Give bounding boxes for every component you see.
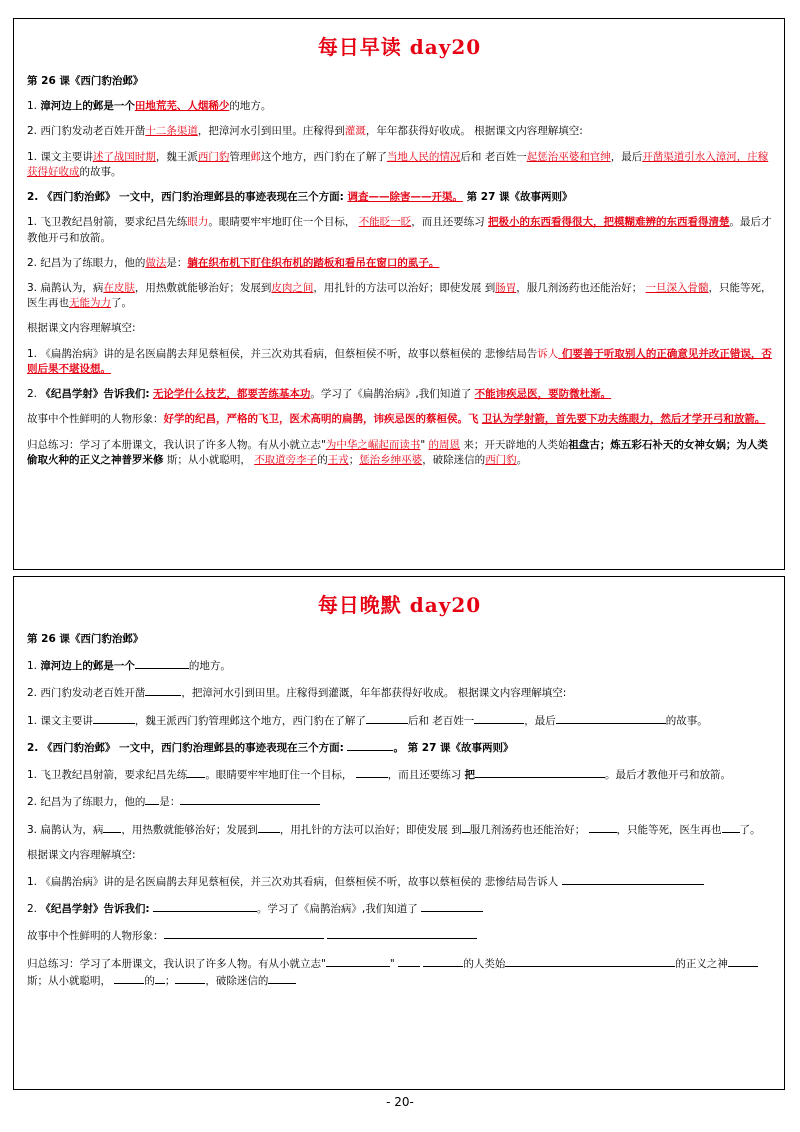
text-segment: 1. <box>27 100 41 113</box>
text-segment: 根据课文内容理解填空: <box>27 848 136 861</box>
dictation-line <box>27 900 772 917</box>
text-segment: 灌溉 <box>344 125 366 138</box>
exercise-line <box>27 215 772 245</box>
exercise-line <box>27 190 772 205</box>
text-segment: 把 <box>464 769 476 782</box>
blank-line <box>556 712 666 724</box>
dictation-line <box>27 927 772 944</box>
exercise-line <box>27 281 772 311</box>
text-segment: 第 26 课《西门豹治邺》 <box>27 75 144 87</box>
evening-content <box>27 632 772 989</box>
blank-line <box>103 821 121 833</box>
text-segment: 1. 飞卫教纪昌射箭，要求纪昌先练 <box>27 769 188 782</box>
blank-line <box>474 712 524 724</box>
exercise-line <box>27 387 772 402</box>
answer-text: 的周恩 <box>428 438 461 451</box>
answer-text: 躺在织布机下盯住织布机的踏板和看吊在窗口的虱子。 <box>187 256 440 269</box>
text-segment: 。学习了《扁鹊治病》,我们知道了 <box>256 903 422 916</box>
text-segment: 故事中个性鲜明的人物形象： <box>27 930 164 943</box>
text-segment: ，最后 <box>610 150 643 163</box>
blank-line <box>423 955 463 967</box>
blank-line <box>722 821 740 833</box>
blank-line <box>145 793 159 805</box>
answer-text: 一旦深入骨髓 <box>645 281 709 294</box>
text-segment: 诉人 <box>537 347 559 360</box>
text-segment: 根据课文内容理解填空: <box>27 322 136 335</box>
text-segment: 2. 纪昌为了练眼力，他的 <box>27 256 146 269</box>
text-segment: 。最后才教他开弓和放箭。 <box>605 769 732 782</box>
text-segment: 1. 课文主要讲 <box>27 150 93 163</box>
text-segment: 2. 西门豹发动老百姓开凿 <box>27 125 146 138</box>
text-segment: ，服几剂汤药也还能治好； <box>516 281 646 294</box>
text-segment: ；炼五彩石补天的女神女娲；为人类偷取火种的正义之神普罗米修 <box>27 438 768 466</box>
blank-line <box>114 972 144 984</box>
text-segment: 祖盘古 <box>568 438 600 451</box>
exercise-line <box>27 150 772 180</box>
dictation-line <box>27 657 772 674</box>
text-segment: 斯；从小就聪明， <box>27 974 115 987</box>
text-segment: 是： <box>166 256 188 269</box>
answer-text: 当地人民的情况 <box>386 150 461 163</box>
text-segment: ； <box>348 453 360 466</box>
text-segment: 1. 《扁鹊治病》讲的是名医扁鹊去拜见蔡桓侯，并三次劝其看病，但蔡桓侯不听，故事以蔡桓侯的 悲惨结局告诉人 <box>27 875 562 888</box>
evening-title: 每日晚默 day20 <box>317 593 482 617</box>
dictation-line <box>27 684 772 701</box>
text-segment: 漳河边上的邺是一个 <box>40 100 135 113</box>
text-segment: 的故事。 <box>665 714 708 727</box>
text-segment: 1. 飞卫教纪昌射箭，要求纪昌先练 <box>27 216 188 229</box>
answer-text: 王戎 <box>327 453 349 466</box>
exercise-line <box>27 99 772 114</box>
text-segment: ，最后 <box>524 714 556 727</box>
evening-dictation-panel <box>13 576 785 1090</box>
dictation-line <box>27 955 772 989</box>
dictation-line <box>27 632 772 647</box>
text-segment: ，用热敷就能够治好；发展到 <box>121 823 258 836</box>
blank-line <box>145 684 181 696</box>
text-segment: ，魏王派 <box>155 150 198 163</box>
text-segment: ，用扎针的方法可以治好；即使发展 到 <box>313 281 496 294</box>
text-segment: 2. 《西门豹治邺》 一文中，西门豹治理邺县的事迹表现在三个方面: <box>27 741 348 754</box>
exercise-line <box>27 412 772 427</box>
page-number: - 20- <box>386 1095 414 1109</box>
text-segment: 的 <box>144 974 155 987</box>
text-segment: 来；开天辟地的人类始 <box>460 438 569 451</box>
text-segment: 第 26 课《西门豹治邺》 <box>27 633 144 645</box>
blank-line <box>326 955 390 967</box>
text-segment: ，只能等死，医生再也 <box>616 823 722 836</box>
text-segment: 归总练习：学习了本册课文，我认识了许多人物。有从小就立志" <box>27 438 326 451</box>
answer-text: 无能为力 <box>69 297 111 310</box>
blank-line <box>180 793 320 805</box>
exercise-line <box>27 321 772 336</box>
answer-text: 无论学什么技艺，都要苦练基本功 <box>152 388 311 401</box>
blank-line <box>475 766 605 778</box>
answer-text: 肠胃 <box>495 281 517 294</box>
exercise-line <box>27 256 772 271</box>
text-segment: 管理 <box>229 150 251 163</box>
blank-line <box>175 972 205 984</box>
answer-text: 们要善于听取别人的正确意见并改正错误，否则后果不堪设想。 <box>27 347 772 375</box>
text-segment: 漳河边上的邺是一个 <box>40 660 135 673</box>
exercise-line <box>27 347 772 377</box>
text-segment: " <box>420 438 429 451</box>
dictation-line <box>27 712 772 729</box>
text-segment: ，年年都获得好收成。 根据课文内容理解填空: <box>365 125 583 138</box>
text-segment: 后和 老百姓一 <box>460 150 527 163</box>
text-segment: ，把漳河水引到田里。庄稼得到 <box>197 125 345 138</box>
text-segment: 故事中个性鲜明的人物形象： <box>27 413 164 426</box>
text-segment: 。眼睛要牢牢地盯住一个目标， <box>208 216 359 229</box>
text-segment: 后和 老百姓一 <box>407 714 475 727</box>
text-segment: 2. 西门豹发动老百姓开凿 <box>27 687 146 700</box>
blank-line <box>327 927 477 939</box>
answer-text: 不能讳疾忌医，要防微杜渐。 <box>474 388 612 401</box>
answer-text: 田地荒芜、人烟稀少 <box>134 100 230 113</box>
text-segment: 的地方。 <box>188 660 231 673</box>
blank-line <box>135 657 189 669</box>
blank-line <box>356 766 388 778</box>
text-segment: ，魏王派西门豹管理邺这个地方，西门豹在了解了 <box>134 714 366 727</box>
text-segment: 。最后才教他开弓和放箭。 <box>27 216 772 244</box>
answer-text: 起惩治巫婆和官绅 <box>526 150 611 163</box>
text-segment: 的故事。 <box>79 165 122 178</box>
text-segment: ，而且还要练习 <box>411 216 489 229</box>
blank-line <box>258 821 280 833</box>
text-segment: ，把漳河水引到田里。庄稼得到灌溉，年年都获得好收成。 根据课文内容理解填空: <box>181 687 567 700</box>
text-segment: 《纪昌学射》告诉我们: <box>40 903 150 916</box>
text-segment: 2. <box>27 903 41 916</box>
text-segment: " <box>389 957 399 970</box>
text-segment: ； <box>164 974 176 987</box>
blank-line <box>505 955 675 967</box>
dictation-line <box>27 821 772 838</box>
text-segment: 是： <box>159 796 181 809</box>
answer-text: 西门豹 <box>485 453 517 466</box>
text-segment: 。 <box>516 453 528 466</box>
text-segment: 。学习了《扁鹊治病》,我们知道了 <box>310 388 475 401</box>
answer-text: 调查——除害——开渠。 <box>347 191 463 204</box>
text-segment: 《纪昌学射》告诉我们: <box>40 388 150 401</box>
blank-line <box>347 739 393 751</box>
answer-text: 述了战国时期 <box>92 150 156 163</box>
blank-line <box>164 927 324 939</box>
dictation-line <box>27 793 772 810</box>
dictation-line <box>27 739 772 756</box>
answer-text: 在皮肤 <box>103 281 135 294</box>
text-segment: ，只能等死，医生再也 <box>27 281 772 310</box>
text-segment: 了。 <box>739 823 761 836</box>
answer-text: 开凿渠道引水入漳河，庄稼获得好收成 <box>27 150 769 178</box>
blank-line <box>155 972 165 984</box>
text-segment: 1. <box>27 660 41 673</box>
exercise-line <box>27 438 772 468</box>
dictation-line <box>27 848 772 863</box>
text-segment: 2. <box>27 388 41 401</box>
text-segment: 服几剂汤药也还能治好； <box>469 823 589 836</box>
text-segment: 2. 纪昌为了练眼力，他的 <box>27 796 146 809</box>
answer-text: 卫认为学射箭，首先要下功夫练眼力，然后才学开弓和放箭。 <box>481 413 766 426</box>
text-segment: 这个地方，西门豹在了解了 <box>260 150 387 163</box>
text-segment: ，用扎针的方法可以治好；即使发展 到 <box>279 823 462 836</box>
answer-text: 不取道旁李子 <box>254 453 318 466</box>
morning-reading-panel <box>13 18 785 570</box>
answer-text: 为中华之崛起而读书 <box>325 438 421 451</box>
blank-line <box>421 900 483 912</box>
answer-text: 十二条渠道 <box>145 125 198 138</box>
text-segment: 的人类始 <box>463 957 506 970</box>
answer-text: 惩治乡绅巫婆 <box>359 453 423 466</box>
blank-line <box>187 766 205 778</box>
blank-line <box>562 873 704 885</box>
text-segment: 邺 <box>250 150 261 163</box>
blank-line <box>398 955 420 967</box>
text-segment: 3. 扁鹊认为，病 <box>27 281 104 294</box>
blank-line <box>728 955 758 967</box>
text-segment: 1. 课文主要讲 <box>27 714 93 727</box>
text-segment: 2. 《西门豹治邺》 一文中，西门豹治理邺县的事迹表现在三个方面: <box>27 191 348 204</box>
morning-title: 每日早读 day20 <box>317 35 482 59</box>
blank-line <box>366 712 408 724</box>
blank-line <box>589 821 617 833</box>
text-segment: 归总练习：学习了本册课文，我认识了许多人物。有从小就立志" <box>27 957 326 970</box>
text-segment: 。眼睛要牢牢地盯住一个目标， <box>205 769 356 782</box>
answer-text: 做法 <box>145 256 167 269</box>
dictation-line <box>27 873 772 890</box>
exercise-line <box>27 74 772 89</box>
exercise-line <box>27 124 772 139</box>
text-segment: 。 第 27 课《故事两则》 <box>393 741 514 754</box>
answer-text: 皮肉之间 <box>271 281 314 294</box>
answer-text: 把极小的东西看得很大，把模糊难辨的东西看得清楚 <box>488 216 730 229</box>
answer-text: 不能眨一眨 <box>358 216 412 229</box>
text-segment: ，破除迷信的 <box>422 453 486 466</box>
answer-text: 西门豹 <box>197 150 230 163</box>
dictation-line <box>27 766 772 783</box>
text-segment: 的 <box>317 453 328 466</box>
text-segment: ，用热敷就能够治好；发展到 <box>134 281 272 294</box>
text-segment: 眼力 <box>187 216 209 229</box>
text-segment: 斯；从小就聪明， <box>163 453 255 466</box>
text-segment: ，而且还要练习 <box>387 769 465 782</box>
blank-line <box>462 821 470 833</box>
text-segment: 的地方。 <box>229 100 272 113</box>
blank-line <box>153 900 257 912</box>
text-segment: 了。 <box>111 297 132 310</box>
blank-line <box>268 972 296 984</box>
blank-line <box>93 712 135 724</box>
text-segment: 好学的纪昌，严格的飞卫，医术高明的扁鹊，讳疾忌医的蔡桓侯。飞 <box>163 413 479 426</box>
text-segment: 3. 扁鹊认为，病 <box>27 823 104 836</box>
text-segment: 1. 《扁鹊治病》讲的是名医扁鹊去拜见蔡桓侯，并三次劝其看病，但蔡桓侯不听，故事以蔡桓侯的 悲惨结局告 <box>27 347 538 360</box>
morning-content <box>27 74 772 468</box>
text-segment: 的正义之神 <box>675 957 728 970</box>
text-segment: 第 27 课《故事两则》 <box>462 191 573 204</box>
text-segment: ，破除迷信的 <box>205 974 269 987</box>
